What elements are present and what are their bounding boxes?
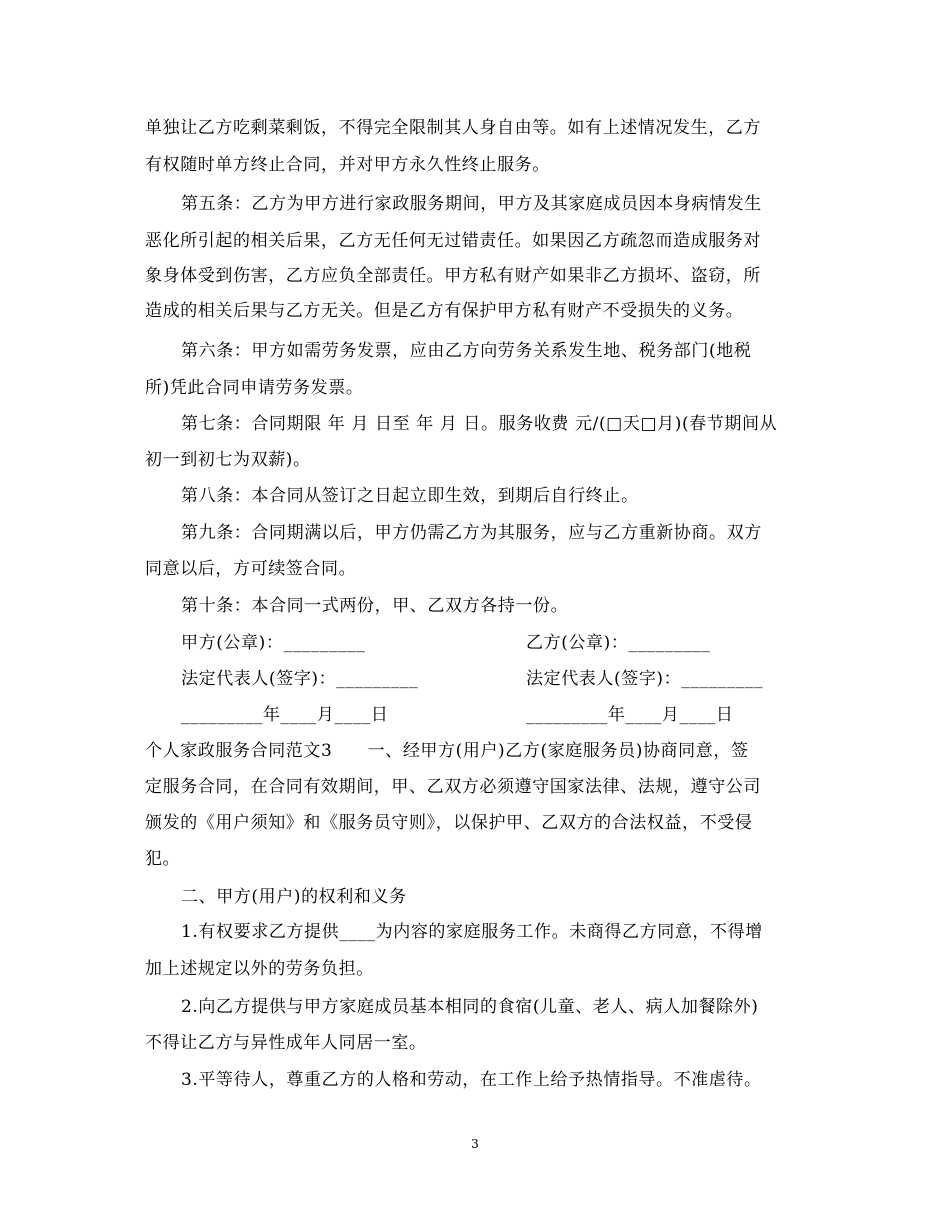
list-item-line: 3.平等待人，尊重乙方的人格和劳动，在工作上给予热情指导。不准虐待。	[181, 1070, 762, 1090]
list-item-line: 加上述规定以外的劳务负担。	[145, 959, 374, 979]
page-number: 3	[471, 1137, 479, 1151]
section-line: 颁发的《用户须知》和《服务员守则》，以保护甲、乙双方的合法权益，不受侵	[145, 813, 753, 833]
clause-6-line: 第六条：甲方如需劳务发票，应由乙方向劳务关系发生地、税务部门(地税	[181, 341, 752, 361]
party-b-representative: 法定代表人(签字)：_________	[526, 669, 764, 689]
clause-5-line: 造成的相关后果与乙方无关。但是乙方有保护甲方私有财产不受损失的义务。	[145, 301, 744, 321]
clause-6-line: 所)凭此合同申请劳务发票。	[145, 378, 364, 398]
list-item-line: 不得让乙方与异性成年人同居一室。	[145, 1033, 427, 1053]
list-item-line: 1.有权要求乙方提供____为内容的家庭服务工作。未商得乙方同意，不得增	[181, 922, 763, 942]
party-a-date: _________年____月____日	[181, 705, 389, 725]
clause-8-line: 第八条：本合同从签订之日起立即生效，到期后自行终止。	[181, 486, 639, 506]
clause-5-line: 象身体受到伤害，乙方应负全部责任。甲方私有财产如果非乙方损坏、盗窃，所	[145, 266, 761, 286]
clause-7-line: 初一到初七为双薪)。	[145, 450, 311, 470]
section-line: 犯。	[145, 849, 181, 869]
party-a-representative: 法定代表人(签字)：_________	[181, 669, 419, 689]
clause-5-line: 第五条：乙方为甲方进行家政服务期间，甲方及其家庭成员因本身病情发生	[181, 194, 762, 214]
clause-10-line: 第十条：本合同一式两份，甲、乙双方各持一份。	[181, 596, 569, 616]
list-item-line: 2.向乙方提供与甲方家庭成员基本相同的食宿(儿童、老人、病人加餐除外)	[181, 997, 759, 1017]
paragraph-line: 单独让乙方吃剩菜剩饭，不得完全限制其人身自由等。如有上述情况发生，乙方	[145, 118, 761, 138]
clause-7-line: 第七条：合同期限 年 月 日至 年 月 日。服务收费 元/(□天□月)(春节期间从	[181, 414, 778, 434]
section-heading: 二、甲方(用户)的权利和义务	[181, 887, 407, 907]
paragraph-line: 有权随时单方终止合同，并对甲方永久性终止服务。	[145, 155, 550, 175]
party-a-seal: 甲方(公章)：_________	[181, 633, 366, 653]
section-line: 定服务合同，在合同有效期间，甲、乙双方必须遵守国家法律、法规，遵守公司	[145, 777, 761, 797]
clause-9-line: 第九条：合同期满以后，甲方仍需乙方为其服务，应与乙方重新协商。双方	[181, 523, 762, 543]
clause-9-line: 同意以后，方可续签合同。	[145, 559, 357, 579]
clause-5-line: 恶化所引起的相关后果，乙方无任何无过错责任。如果因乙方疏忽而造成服务对	[145, 231, 761, 251]
section-line: 个人家政服务合同范文3 一、经甲方(用户)乙方(家庭服务员)协商同意，签	[145, 741, 749, 761]
party-b-seal: 乙方(公章)：_________	[526, 633, 711, 653]
party-b-date: _________年____月____日	[526, 705, 734, 725]
